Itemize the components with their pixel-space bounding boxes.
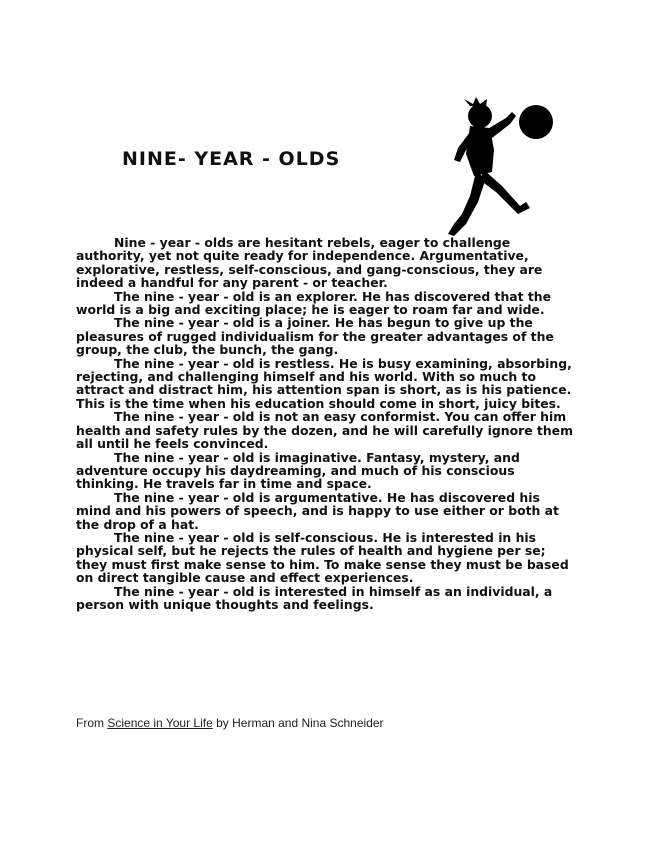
source-citation: [76, 716, 384, 730]
citation-authors: by Herman and Nina Schneider: [212, 716, 384, 730]
article-body: [76, 236, 574, 611]
paragraph-individual: The nine - year - old is interested in himself as an individual, a person with unique thoughts and feelings.: [76, 583, 553, 612]
paragraph-restless: The nine - year - old is restless. He is busy examining, absorbing, rejecting, and challenging himself and his world. With so much to attract and distract him, his attention span is short, as is his patience. This is the time when his education should come in short, juicy bites.: [76, 355, 572, 411]
paragraph-conformist: The nine - year - old is not an easy conformist. You can offer him health and safety rules by the dozen, and he will carefully ignore them all until he feels convinced.: [76, 409, 573, 452]
citation-prefix: From: [76, 716, 108, 730]
running-child-with-ball-icon: [440, 96, 560, 242]
paragraph-joiner: The nine - year - old is a joiner. He has begun to give up the pleasures of rugged individualism for the greater advantages of the group, the club, the bunch, the gang.: [76, 315, 554, 358]
page-title: NINE- YEAR - OLDS: [122, 148, 341, 170]
citation-book-title: Science in Your Life: [107, 716, 213, 730]
paragraph-explorer: The nine - year - old is an explorer. He has discovered that the world is a big and exciting place; he is eager to roam far and wide.: [76, 288, 552, 318]
paragraph-intro: Nine - year - olds are hesitant rebels, eager to challenge authority, yet not quite ready for independence. Argumentative, explorative, restless, self-conscious, and gang-conscious, they are indeed a handful for any parent - or teacher.: [76, 235, 543, 291]
paragraph-imaginative: The nine - year - old is imaginative. Fantasy, mystery, and adventure occupy his daydreaming, and much of his conscious thinking. He travels far in time and space.: [76, 449, 520, 492]
paragraph-argumentative: The nine - year - old is argumentative. He has discovered his mind and his powers of speech, and is happy to use either or both at the drop of a hat.: [76, 489, 559, 532]
paragraph-self-conscious: The nine - year - old is self-conscious. He is interested in his physical self, but he rejects the rules of health and hygiene per se; they must first make sense to him. To make sense they must be based on direct tangible cause and effect experiences.: [76, 529, 569, 586]
